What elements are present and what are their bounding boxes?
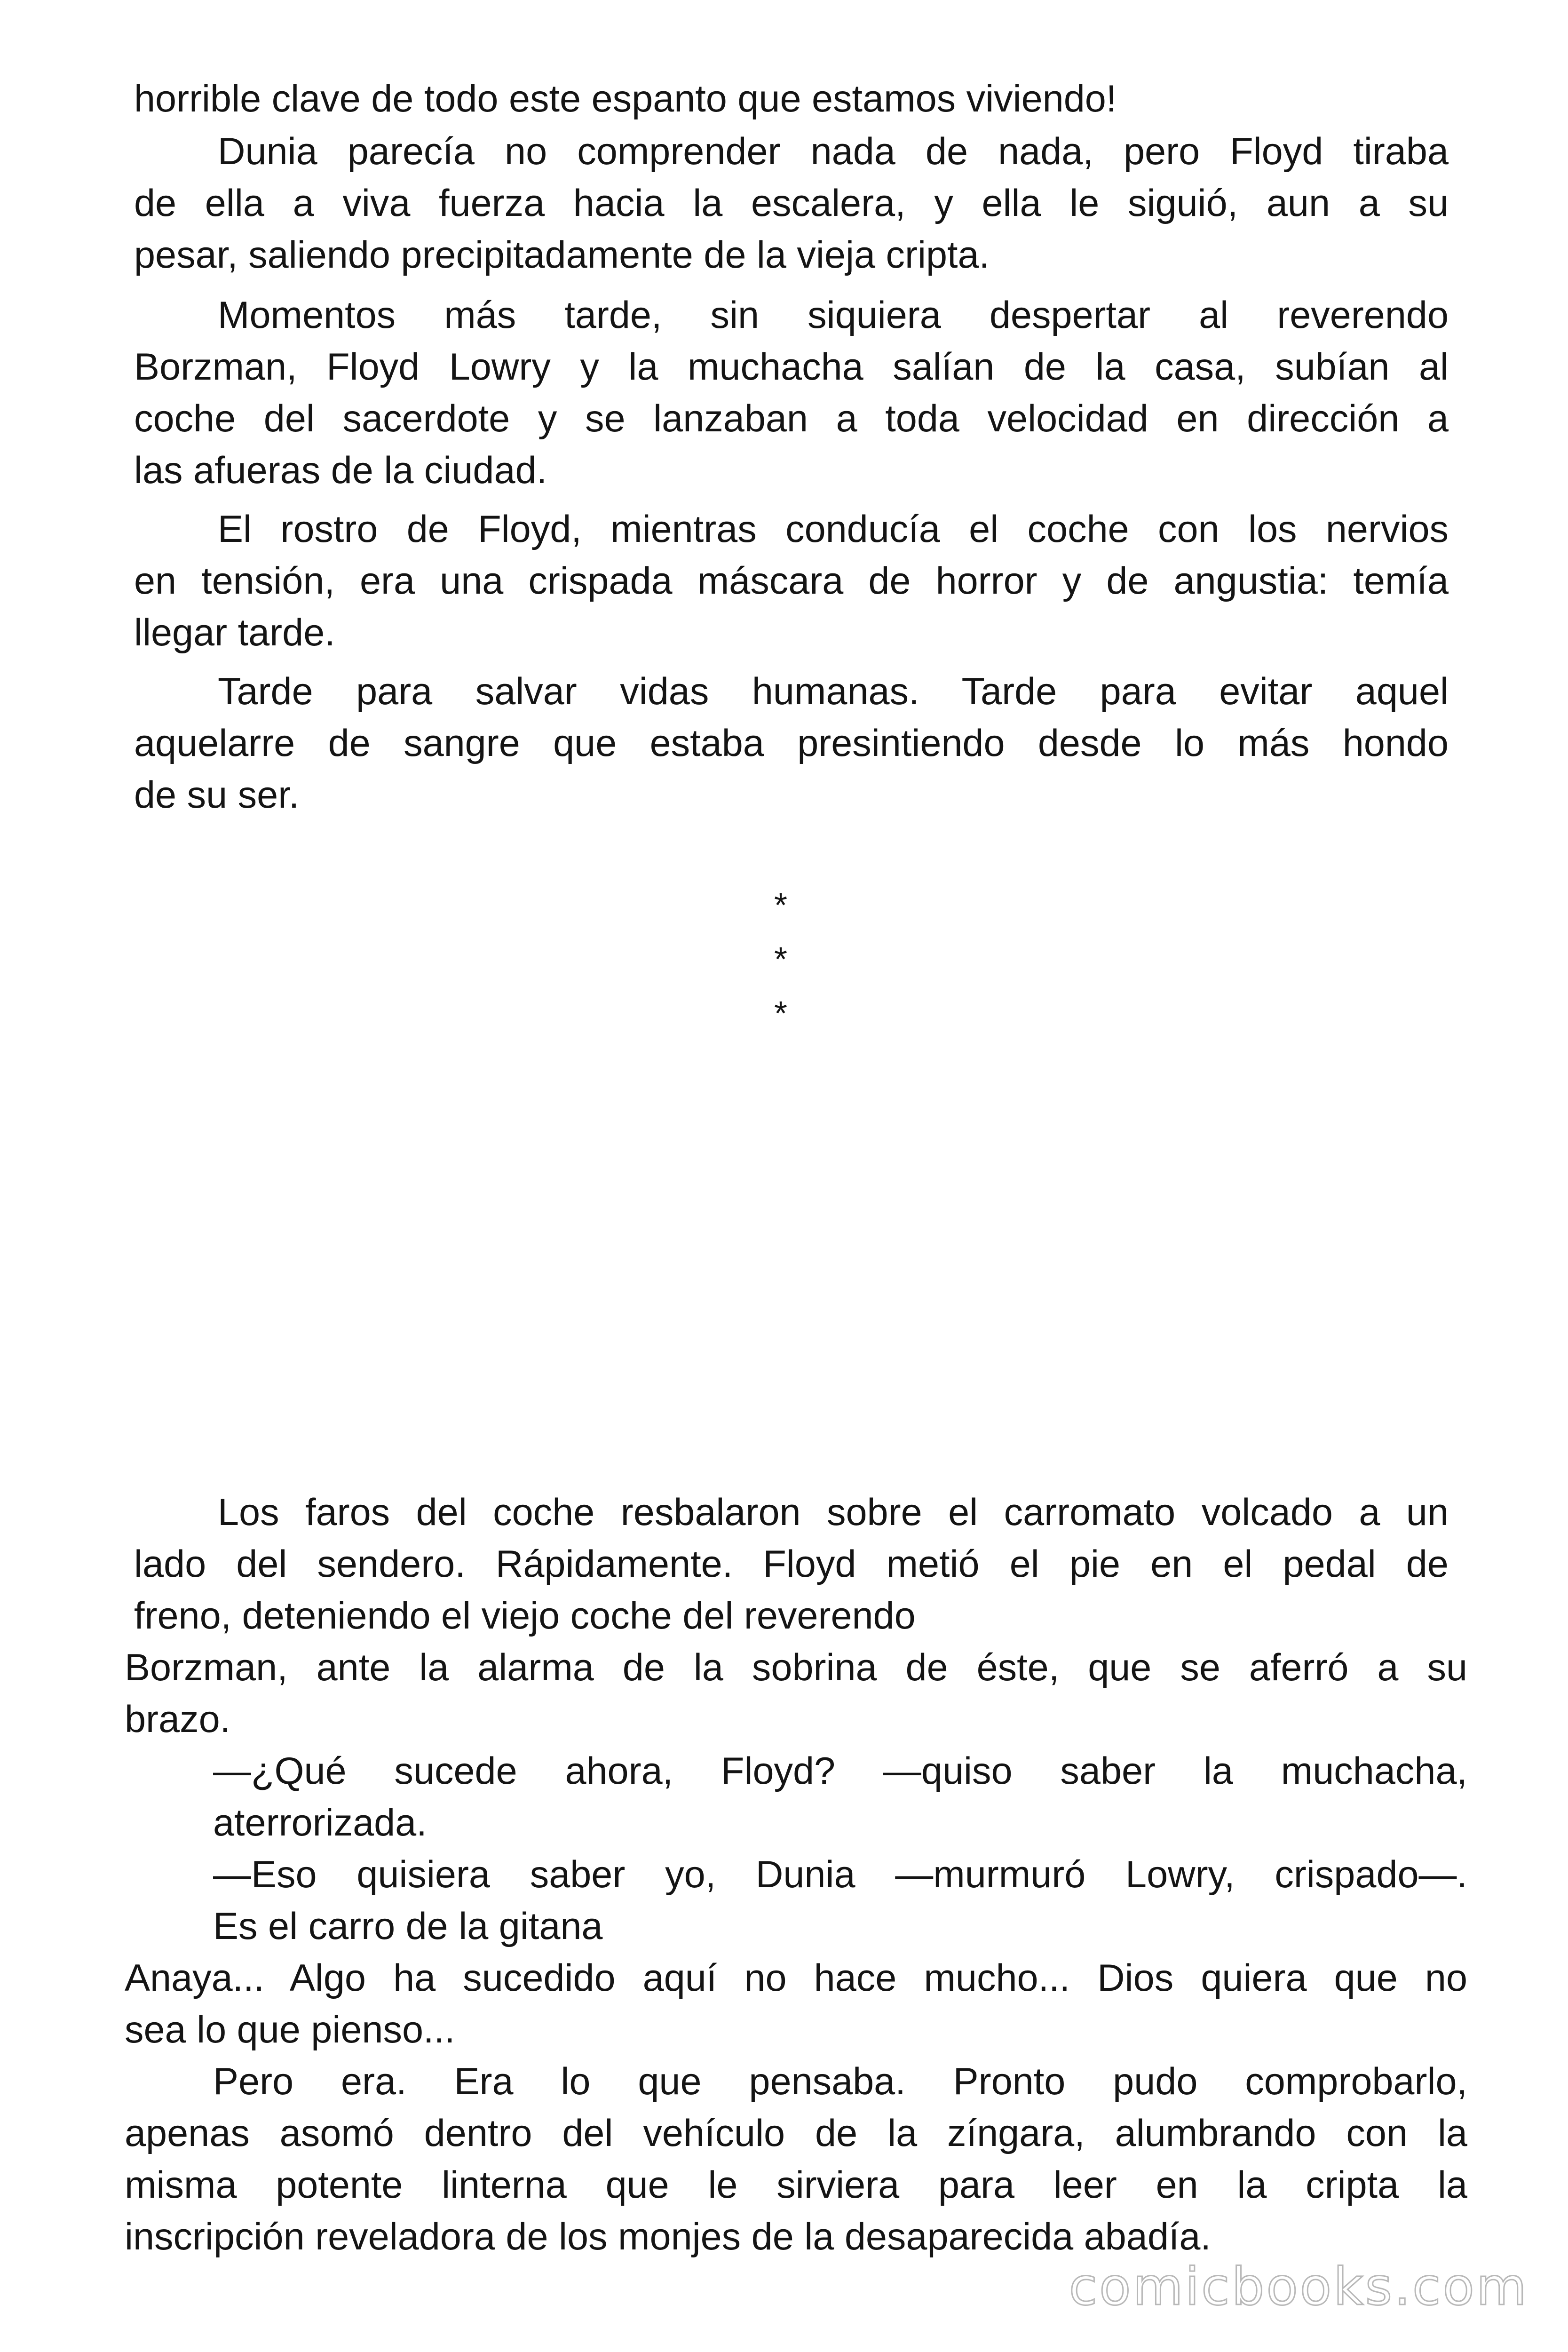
text-line: de su ser.: [134, 774, 300, 816]
text-line: Dunia parecía no comprender nada de nada, pero Floyd tiraba: [218, 130, 1449, 173]
separator-asterisk: *: [774, 995, 788, 1033]
text-line: Pero era. Era lo que pensaba. Pronto pudo comprobarlo,: [213, 2060, 1467, 2103]
text-line: apenas asomó dentro del vehículo de la zíngara, alumbrando con la: [125, 2112, 1467, 2154]
text-line: las afueras de la ciudad.: [134, 449, 547, 492]
text-line: Momentos más tarde, sin siquiera despertar al reverendo: [218, 294, 1449, 336]
separator-asterisk: *: [774, 941, 788, 978]
text-line: en tensión, era una crispada máscara de horror y de angustia: temía: [134, 560, 1449, 602]
text-line: inscripción reveladora de los monjes de la desaparecida abadía.: [125, 2216, 1211, 2258]
text-line: sea lo que pienso...: [125, 2009, 455, 2051]
text-line: Los faros del coche resbalaron sobre el carromato volcado a un: [218, 1491, 1449, 1534]
text-line: Tarde para salvar vidas humanas. Tarde para evitar aquel: [218, 670, 1449, 713]
text-line: —¿Qué sucede ahora, Floyd? —quiso saber la muchacha,: [213, 1750, 1467, 1792]
text-line: coche del sacerdote y se lanzaban a toda velocidad en dirección a: [134, 397, 1449, 440]
text-line: pesar, saliendo precipitadamente de la vieja cripta.: [134, 234, 990, 276]
text-line: Borzman, Floyd Lowry y la muchacha salían de la casa, subían al: [134, 346, 1449, 388]
text-line: llegar tarde.: [134, 612, 335, 654]
text-line: El rostro de Floyd, mientras conducía el coche con los nervios: [218, 508, 1449, 550]
text-line: de ella a viva fuerza hacia la escalera, y ella le siguió, aun a su: [134, 182, 1449, 224]
text-line: Es el carro de la gitana: [213, 1905, 603, 1947]
text-line: aterrorizada.: [213, 1802, 427, 1844]
text-line: brazo.: [125, 1698, 231, 1740]
text-line: lado del sendero. Rápidamente. Floyd metió el pie en el pedal de: [134, 1543, 1449, 1585]
text-line: misma potente linterna que le sirviera para leer en la cripta la: [125, 2164, 1467, 2206]
text-line: Anaya... Algo ha sucedido aquí no hace mucho... Dios quiera que no: [125, 1957, 1467, 1999]
text-line: aquelarre de sangre que estaba presintiendo desde lo más hondo: [134, 722, 1449, 764]
separator-asterisk: *: [774, 887, 788, 924]
text-line: —Eso quisiera saber yo, Dunia —murmuró Lowry, crispado—.: [213, 1853, 1467, 1896]
text-line: freno, deteniendo el viejo coche del reverendo: [134, 1595, 916, 1637]
text-line: Borzman, ante la alarma de la sobrina de éste, que se aferró a su: [125, 1646, 1467, 1689]
text-line: horrible clave de todo este espanto que estamos viviendo!: [134, 78, 1117, 120]
watermark-logo: comicbooks.com: [1069, 2257, 1528, 2317]
